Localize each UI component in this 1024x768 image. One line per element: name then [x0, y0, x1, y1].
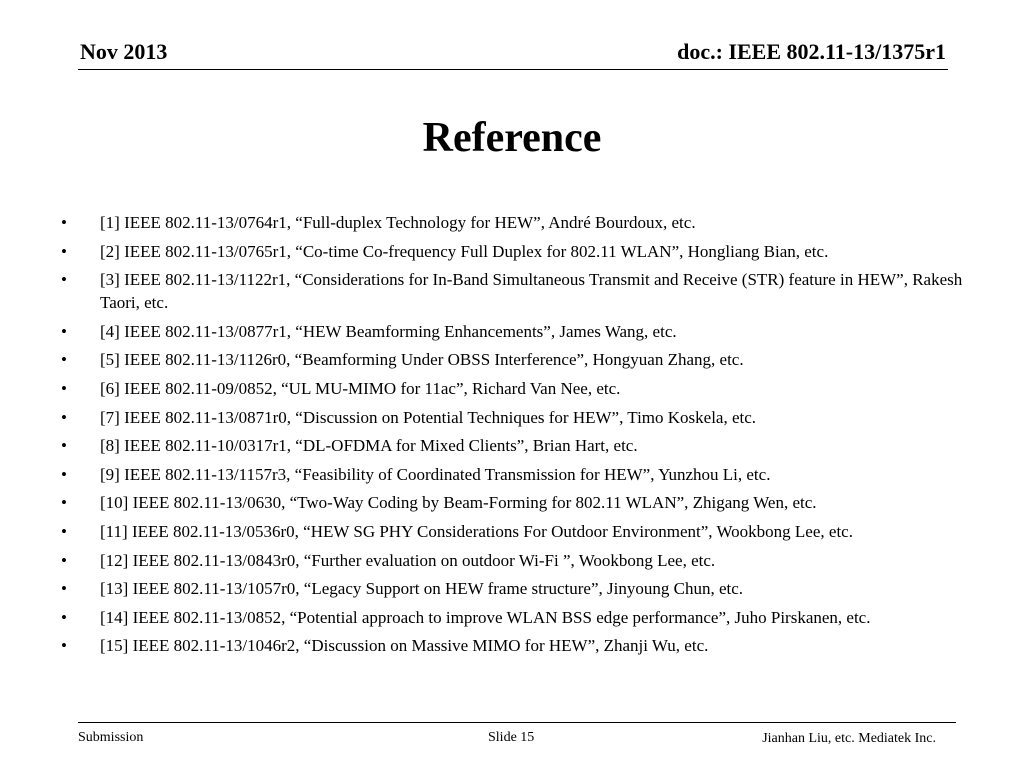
reference-item	[58, 434, 998, 457]
reference-text: [13] IEEE 802.11-13/1057r0, “Legacy Support on HEW frame structure”, Jinyoung Chun, etc.	[100, 579, 744, 599]
bullet-icon: •	[61, 350, 67, 370]
reference-text: [14] IEEE 802.11-13/0852, “Potential approach to improve WLAN BSS edge performance”, Juho Pirskanen, etc.	[100, 607, 871, 627]
bullet-icon: •	[61, 607, 67, 627]
footer-divider	[78, 722, 956, 723]
reference-item	[58, 268, 998, 314]
reference-text: [5] IEEE 802.11-13/1126r0, “Beamforming Under OBSS Interference”, Hongyuan Zhang, etc.	[100, 350, 744, 370]
bullet-icon: •	[61, 493, 67, 513]
footer-slide-number: Slide 15	[488, 730, 535, 745]
reference-item	[58, 377, 998, 400]
reference-text: [8] IEEE 802.11-10/0317r1, “DL-OFDMA for Mixed Clients”, Brian Hart, etc.	[100, 436, 638, 456]
bullet-icon: •	[61, 636, 67, 656]
bullet-icon: •	[61, 550, 67, 570]
reference-text: [10] IEEE 802.11-13/0630, “Two-Way Coding by Beam-Forming for 802.11 WLAN”, Zhigang Wen, etc.	[100, 493, 817, 513]
bullet-icon: •	[61, 213, 67, 232]
header-doc-id: doc.: IEEE 802.11-13/1375r1	[677, 39, 946, 64]
reference-item	[58, 406, 998, 429]
bullet-icon: •	[61, 241, 67, 261]
header-divider	[78, 69, 948, 70]
reference-text: [4] IEEE 802.11-13/0877r1, “HEW Beamforming Enhancements”, James Wang, etc.	[100, 321, 677, 341]
reference-item	[58, 240, 998, 263]
bullet-icon: •	[61, 521, 67, 541]
reference-item	[58, 549, 998, 572]
slide-title: Reference	[422, 115, 602, 161]
reference-item	[58, 577, 998, 600]
reference-text: [9] IEEE 802.11-13/1157r3, “Feasibility of Coordinated Transmission for HEW”, Yunzhou Li, etc.	[100, 464, 771, 484]
reference-item	[58, 634, 998, 657]
reference-text: [1] IEEE 802.11-13/0764r1, “Full-duplex Technology for HEW”, André Bourdoux, etc.	[100, 213, 696, 232]
bullet-icon: •	[61, 464, 67, 484]
reference-item	[58, 211, 998, 234]
reference-item	[58, 606, 998, 629]
reference-item	[58, 463, 998, 486]
reference-item	[58, 320, 998, 343]
reference-text: [11] IEEE 802.11-13/0536r0, “HEW SG PHY Considerations For Outdoor Environment”, Wookbong Lee, etc.	[100, 521, 853, 541]
bullet-icon: •	[61, 378, 67, 398]
reference-text: [6] IEEE 802.11-09/0852, “UL MU-MIMO for 11ac”, Richard Van Nee, etc.	[100, 378, 621, 398]
reference-text: [12] IEEE 802.11-13/0843r0, “Further evaluation on outdoor Wi-Fi ”, Wookbong Lee, etc.	[100, 550, 716, 570]
bullet-icon: •	[61, 407, 67, 427]
reference-text: [2] IEEE 802.11-13/0765r1, “Co-time Co-frequency Full Duplex for 802.11 WLAN”, Hongliang Bian, etc.	[100, 241, 829, 261]
reference-text: [7] IEEE 802.11-13/0871r0, “Discussion on Potential Techniques for HEW”, Timo Koskela, etc.	[100, 407, 757, 427]
footer-author: Jianhan Liu, etc. Mediatek Inc.	[762, 731, 936, 746]
reference-item	[58, 491, 998, 514]
bullet-icon: •	[61, 270, 67, 290]
reference-item	[58, 520, 998, 543]
reference-list	[58, 211, 998, 663]
bullet-icon: •	[61, 436, 67, 456]
reference-text: [15] IEEE 802.11-13/1046r2, “Discussion on Massive MIMO for HEW”, Zhanji Wu, etc.	[100, 636, 709, 656]
reference-text: [3] IEEE 802.11-13/1122r1, “Considerations for In-Band Simultaneous Transmit and Receive (STR) feature in HEW”, Rakesh Taori, etc.	[100, 270, 963, 313]
bullet-icon: •	[61, 579, 67, 599]
footer-submission: Submission	[78, 730, 144, 745]
reference-item	[58, 348, 998, 371]
bullet-icon: •	[61, 321, 67, 341]
header-date: Nov 2013	[80, 39, 168, 64]
